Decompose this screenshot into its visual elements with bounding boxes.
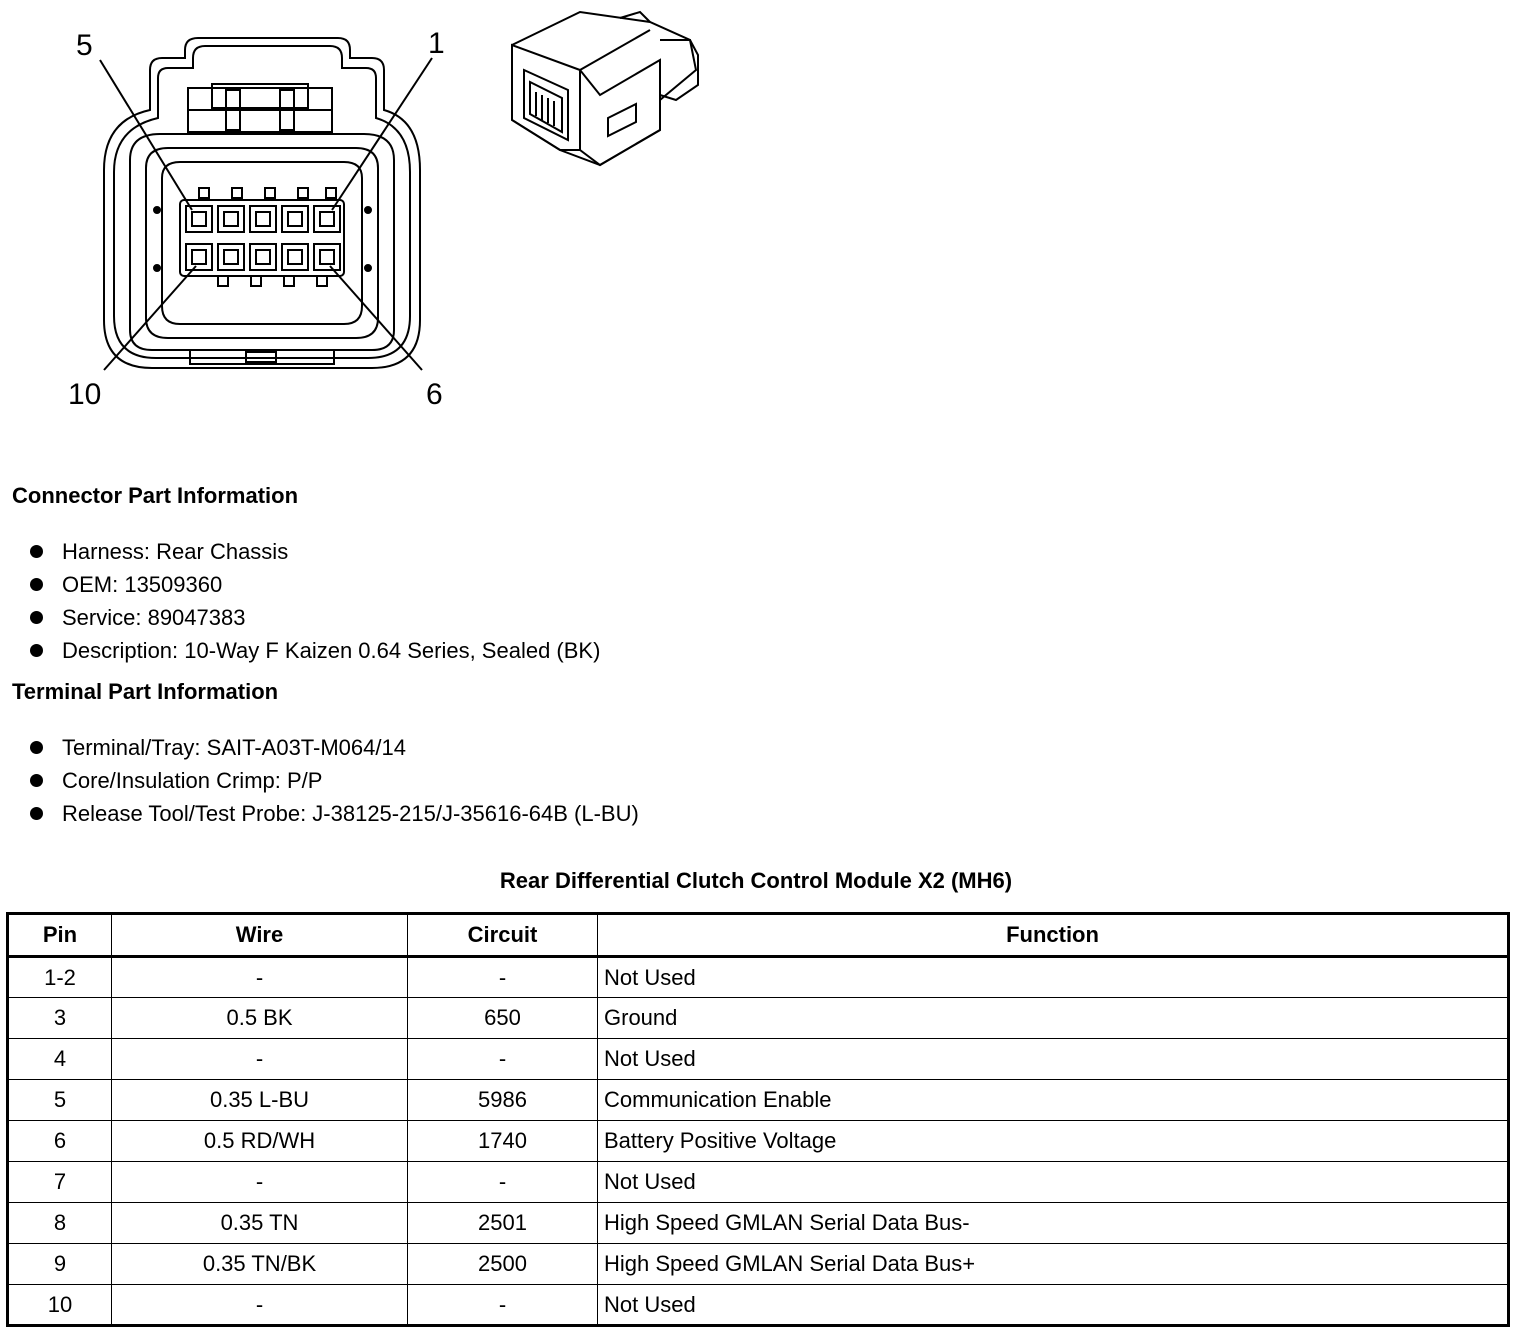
list-item-text: Description: 10-Way F Kaizen 0.64 Series, Sealed (BK): [62, 638, 601, 663]
list-item-text: Service: 89047383: [62, 605, 246, 630]
cell-circuit: -: [408, 1162, 598, 1203]
cell-circuit: 5986: [408, 1080, 598, 1121]
bullet-icon: [30, 611, 43, 624]
table-row: [8, 1203, 1509, 1244]
cell-function: Not Used: [598, 1039, 1509, 1080]
bullet-icon: [30, 807, 43, 820]
cell-pin: 9: [8, 1244, 112, 1285]
connector-info-title: Connector Part Information: [12, 483, 299, 508]
bullet-icon: [30, 741, 43, 754]
cell-wire: 0.5 BK: [112, 998, 408, 1039]
header-function: Function: [598, 914, 1509, 957]
cell-pin: 1-2: [8, 957, 112, 998]
cell-wire: 0.5 RD/WH: [112, 1121, 408, 1162]
cell-circuit: -: [408, 1039, 598, 1080]
list-item-text: Core/Insulation Crimp: P/P: [62, 768, 323, 793]
cell-function: Not Used: [598, 957, 1509, 998]
pin-table: [6, 912, 1510, 1327]
pin-label-1: 1: [428, 27, 445, 60]
list-item: [28, 568, 600, 601]
bullet-icon: [30, 644, 43, 657]
bullet-icon: [30, 545, 43, 558]
list-item-text: Harness: Rear Chassis: [62, 539, 289, 564]
cell-circuit: 2501: [408, 1203, 598, 1244]
pin-label-6: 6: [426, 378, 443, 411]
list-item: [28, 535, 600, 568]
cell-function: Ground: [598, 998, 1509, 1039]
table-header-row: [8, 914, 1509, 957]
connector-3d-view: [512, 12, 698, 165]
table-row: [8, 1162, 1509, 1203]
cell-circuit: 650: [408, 998, 598, 1039]
list-item: [28, 764, 639, 797]
list-item: [28, 797, 639, 830]
bullet-icon: [30, 774, 43, 787]
pin-label-5: 5: [76, 29, 93, 62]
list-item: [28, 601, 600, 634]
cell-wire: -: [112, 1285, 408, 1326]
connector-diagram: [0, 0, 760, 430]
table-row: [8, 1121, 1509, 1162]
table-row: [8, 1285, 1509, 1326]
cell-pin: 8: [8, 1203, 112, 1244]
cell-pin: 5: [8, 1080, 112, 1121]
pin-label-10: 10: [68, 378, 102, 411]
cell-function: Not Used: [598, 1285, 1509, 1326]
table-row: [8, 1244, 1509, 1285]
cell-function: Battery Positive Voltage: [598, 1121, 1509, 1162]
cell-circuit: -: [408, 1285, 598, 1326]
list-item-text: Terminal/Tray: SAIT-A03T-M064/14: [62, 735, 406, 760]
list-item-text: OEM: 13509360: [62, 572, 223, 597]
table-title: Rear Differential Clutch Control Module X2 (MH6): [499, 868, 1013, 893]
cell-wire: -: [112, 1162, 408, 1203]
header-pin: Pin: [8, 914, 112, 957]
header-wire: Wire: [112, 914, 408, 957]
cell-circuit: -: [408, 957, 598, 998]
cell-circuit: 1740: [408, 1121, 598, 1162]
connector-info-list: [28, 535, 600, 667]
cell-circuit: 2500: [408, 1244, 598, 1285]
cell-function: Communication Enable: [598, 1080, 1509, 1121]
cell-pin: 4: [8, 1039, 112, 1080]
cell-wire: 0.35 L-BU: [112, 1080, 408, 1121]
cell-wire: -: [112, 957, 408, 998]
table-row: [8, 1080, 1509, 1121]
table-row: [8, 998, 1509, 1039]
cell-wire: 0.35 TN/BK: [112, 1244, 408, 1285]
bullet-icon: [30, 578, 43, 591]
cell-function: High Speed GMLAN Serial Data Bus-: [598, 1203, 1509, 1244]
list-item: [28, 731, 639, 764]
cell-wire: -: [112, 1039, 408, 1080]
cell-pin: 3: [8, 998, 112, 1039]
cell-wire: 0.35 TN: [112, 1203, 408, 1244]
cell-function: Not Used: [598, 1162, 1509, 1203]
list-item: [28, 634, 600, 667]
table-row: [8, 957, 1509, 998]
list-item-text: Release Tool/Test Probe: J-38125-215/J-35616-64B (L-BU): [62, 801, 639, 826]
table-row: [8, 1039, 1509, 1080]
header-circuit: Circuit: [408, 914, 598, 957]
cell-function: High Speed GMLAN Serial Data Bus+: [598, 1244, 1509, 1285]
cell-pin: 7: [8, 1162, 112, 1203]
cell-pin: 6: [8, 1121, 112, 1162]
terminal-info-list: [28, 731, 639, 830]
connector-face-diagram: [100, 38, 432, 370]
cell-pin: 10: [8, 1285, 112, 1326]
terminal-info-title: Terminal Part Information: [12, 679, 279, 704]
